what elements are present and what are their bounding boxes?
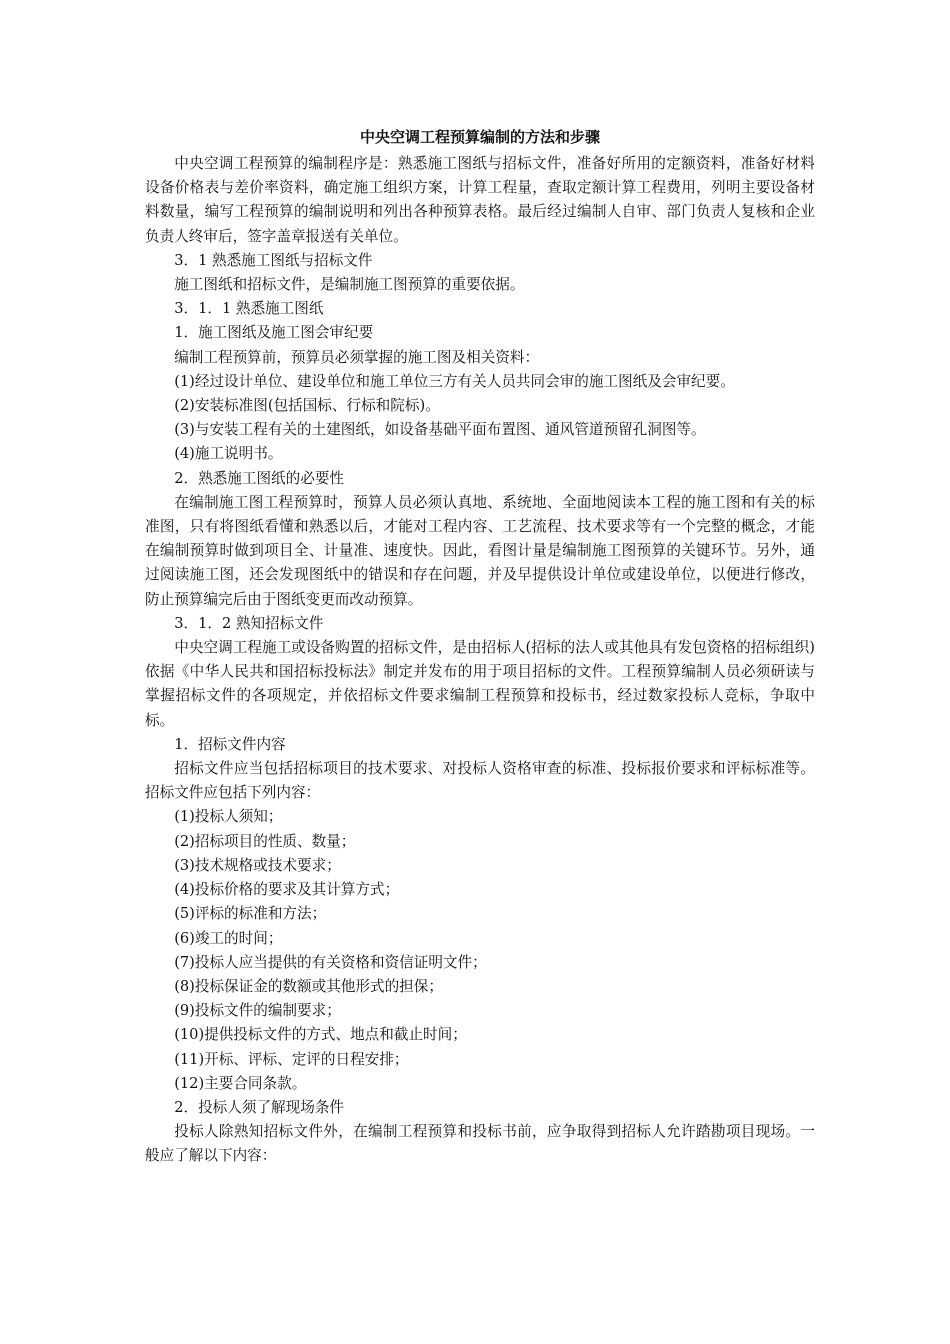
indented-line: 3．1．1 熟悉施工图纸 xyxy=(174,300,324,318)
indented-line: (9)投标文件的编制要求； xyxy=(174,1002,341,1020)
indented-line: (8)投标保证金的数额或其他形式的担保； xyxy=(174,977,443,995)
indented-line: (10)提供投标文件的方式、地点和截止时间； xyxy=(174,1026,467,1044)
document-title: 中央空调工程预算编制的方法和步骤 xyxy=(359,128,600,146)
indented-line: (2)招标项目的性质、数量； xyxy=(174,832,356,850)
document-page xyxy=(145,126,815,1169)
indented-line: (1)经过设计单位、建设单位和施工单位三方有关人员共同会审的施工图纸及会审纪要。 xyxy=(174,372,735,390)
paragraph: 招标文件应当包括招标项目的技术要求、对投标人资格审查的标准、投标报价要求和评标标准等。招标文件应包括下列内容： xyxy=(145,760,815,802)
indented-line: (3)与安装工程有关的土建图纸，如设备基础平面布置图、通风管道预留孔洞图等。 xyxy=(174,421,706,439)
paragraph: 中央空调工程预算的编制程序是：熟悉施工图纸与招标文件，准备好所用的定额资料，准备好材料设备价格表与差价率资料，确定施工组织方案，计算工程量，查取定额计算工程费用，列明主要设备材料数量，编写工程预算的编制说明和列出各种预算表格。最后经过编制人自审、部门负责人复核和企业负责人终审后，签字盖章报送有关单位。 xyxy=(145,155,815,245)
paragraph: 中央空调工程施工或设备购置的招标文件，是由招标人(招标的法人或其他具有发包资格的招标组织)依据《中华人民共和国招标投标法》制定并发布的用于项目招标的文件。工程预算编制人员必须研读与掌握招标文件的各项规定，并依招标文件要求编制工程预算和投标书，经过数家投标人竞标，争取中标。 xyxy=(145,639,815,729)
indented-line: (4)施工说明书。 xyxy=(174,445,283,463)
indented-line: (5)评标的标准和方法； xyxy=(174,905,327,923)
indented-line: (1)投标人须知； xyxy=(174,808,283,826)
indented-line: (12)主要合同条款。 xyxy=(174,1074,307,1092)
indented-line: 1．招标文件内容 xyxy=(174,735,286,753)
indented-line: (11)开标、评标、定评的日程安排； xyxy=(174,1050,409,1068)
indented-line: 2．熟悉施工图纸的必要性 xyxy=(174,469,345,487)
paragraph: 投标人除熟知招标文件外，在编制工程预算和投标书前，应争取得到招标人允许踏勘项目现场。一般应了解以下内容： xyxy=(145,1123,815,1165)
indented-line: 3．1 熟悉施工图纸与招标文件 xyxy=(174,251,373,269)
indented-line: (4)投标价格的要求及其计算方式； xyxy=(174,881,400,899)
indented-line: 1．施工图纸及施工图会审纪要 xyxy=(174,324,374,342)
indented-line: 2．投标人须了解现场条件 xyxy=(174,1098,345,1116)
indented-line: (3)技术规格或技术要求； xyxy=(174,856,341,874)
paragraph: 在编制施工图工程预算时，预算人员必须认真地、系统地、全面地阅读本工程的施工图和有关的标准图，只有将图纸看懂和熟悉以后，才能对工程内容、工艺流程、技术要求等有一个完整的概念，才能在编制预算时做到项目全、计量准、速度快。因此，看图计量是编制施工图预算的关键环节。另外，通过阅读施工图，还会发现图纸中的错误和存在问题，并及早提供设计单位或建设单位，以便进行修改，防止预算编完后由于图纸变更而改动预算。 xyxy=(145,493,815,608)
indented-line: 编制工程预算前，预算员必须掌握的施工图及相关资料： xyxy=(174,348,540,366)
document-body xyxy=(145,152,815,1169)
indented-line: 施工图纸和招标文件，是编制施工图预算的重要依据。 xyxy=(174,276,525,294)
indented-line: (2)安装标准图(包括国标、行标和院标)。 xyxy=(174,397,440,415)
indented-line: 3．1．2 熟知招标文件 xyxy=(174,614,324,632)
indented-line: (7)投标人应当提供的有关资格和资信证明文件； xyxy=(174,953,487,971)
indented-line: (6)竣工的时间； xyxy=(174,929,283,947)
